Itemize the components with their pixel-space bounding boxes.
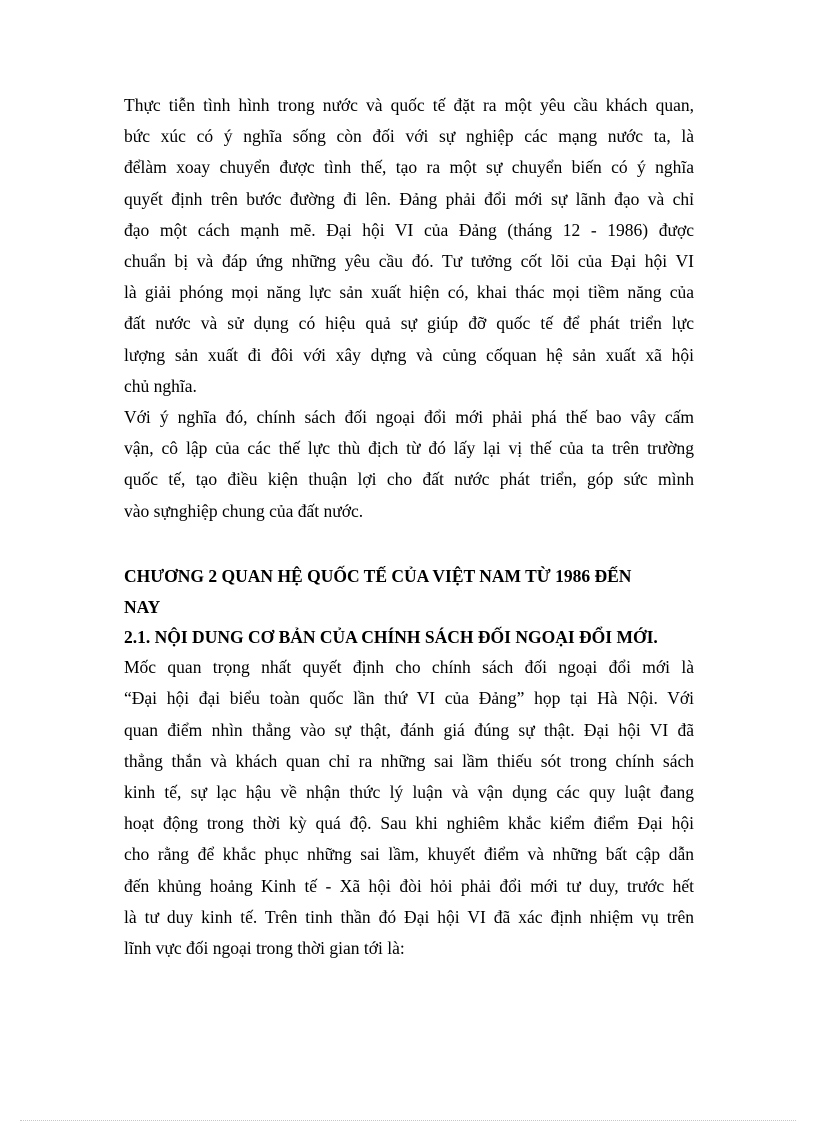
text-line: Với ý nghĩa đó, chính sách đối ngoại đổi mới phải phá thế bao vây cấm xyxy=(124,407,694,428)
text-line: lượng sản xuất đi đôi với xây dựng và củng cốquan hệ sản xuất xã hội xyxy=(124,344,694,365)
heading-line: CHƯƠNG 2 QUAN HỆ QUỐC TẾ CỦA VIỆT NAM TỪ 1986 ĐẾN xyxy=(124,565,632,586)
text-line: quyết định trên bước đường đi lên. Đảng phải đổi mới sự lãnh đạo và chỉ xyxy=(124,188,694,209)
text-line: lĩnh vực đối ngoại trong thời gian tới là: xyxy=(124,938,405,959)
text-line: Mốc quan trọng nhất quyết định cho chính sách đối ngoại đổi mới là xyxy=(124,657,694,678)
text-line: vận, cô lập của các thế lực thù địch từ đó lấy lại vị thế của ta trên trường xyxy=(124,438,694,459)
text-line: “Đại hội đại biểu toàn quốc lần thứ VI của Đảng” họp tại Hà Nội. Với xyxy=(124,688,694,709)
text-line: là tư duy kinh tế. Trên tinh thần đó Đại hội VI đã xác định nhiệm vụ trên xyxy=(124,906,694,927)
text-line: vào sựnghiệp chung của đất nước. xyxy=(124,500,364,521)
text-line: chuẩn bị và đáp ứng những yêu cầu đó. Tư tưởng cốt lõi của Đại hội VI xyxy=(124,251,694,272)
text-line: hoạt động trong thời kỳ quá độ. Sau khi nghiêm khắc kiểm điểm Đại hội xyxy=(124,813,694,834)
text-line: chủ nghĩa. xyxy=(124,375,197,396)
text-line: cho rằng để khắc phục những sai lầm, khuyết điểm và những bất cập dẫn xyxy=(124,844,694,865)
paragraph-practical-situation xyxy=(124,90,694,402)
text-line: bức xúc có ý nghĩa sống còn đối với sự nghiệp các mạng nước ta, là xyxy=(124,126,694,147)
text-line: quan điểm nhìn thẳng vào sự thật, đánh giá đúng sự thật. Đại hội VI đã xyxy=(124,719,694,740)
paragraph-sixth-congress xyxy=(124,652,694,964)
text-line: quốc tế, tạo điều kiện thuận lợi cho đất nước phát triển, góp sức mình xyxy=(124,469,694,490)
text-line: đất nước và sử dụng có hiệu quả sự giúp đỡ quốc tế để phát triển lực xyxy=(124,313,694,334)
text-line: kinh tế, sự lạc hậu về nhận thức lý luận và vận dụng các quy luật đang xyxy=(124,782,694,803)
text-line: đểlàm xoay chuyển được tình thế, tạo ra một sự chuyển biến có ý nghĩa xyxy=(124,157,694,178)
page-body xyxy=(124,90,694,964)
section-spacer xyxy=(124,527,694,561)
text-line: đạo một cách mạnh mẽ. Đại hội VI của Đảng (tháng 12 - 1986) được xyxy=(124,219,694,240)
paragraph-foreign-policy-meaning xyxy=(124,402,694,527)
text-line: đến khủng hoảng Kinh tế - Xã hội đòi hỏi phải đổi mới tư duy, trước hết xyxy=(124,875,694,896)
heading-line: NAY xyxy=(124,597,161,618)
text-line: Thực tiễn tình hình trong nước và quốc tế đặt ra một yêu cầu khách quan, xyxy=(124,95,694,115)
page-footer-divider xyxy=(20,1120,796,1121)
chapter-heading xyxy=(124,561,694,623)
text-line: thẳng thắn và khách quan chỉ ra những sai lầm thiếu sót trong chính sách xyxy=(124,750,694,771)
text-line: là giải phóng mọi năng lực sản xuất hiện có, khai thác mọi tiềm năng của xyxy=(124,282,694,303)
section-heading: 2.1. NỘI DUNG CƠ BẢN CỦA CHÍNH SÁCH ĐỐI NGOẠI ĐỔI MỚI. xyxy=(124,627,658,648)
